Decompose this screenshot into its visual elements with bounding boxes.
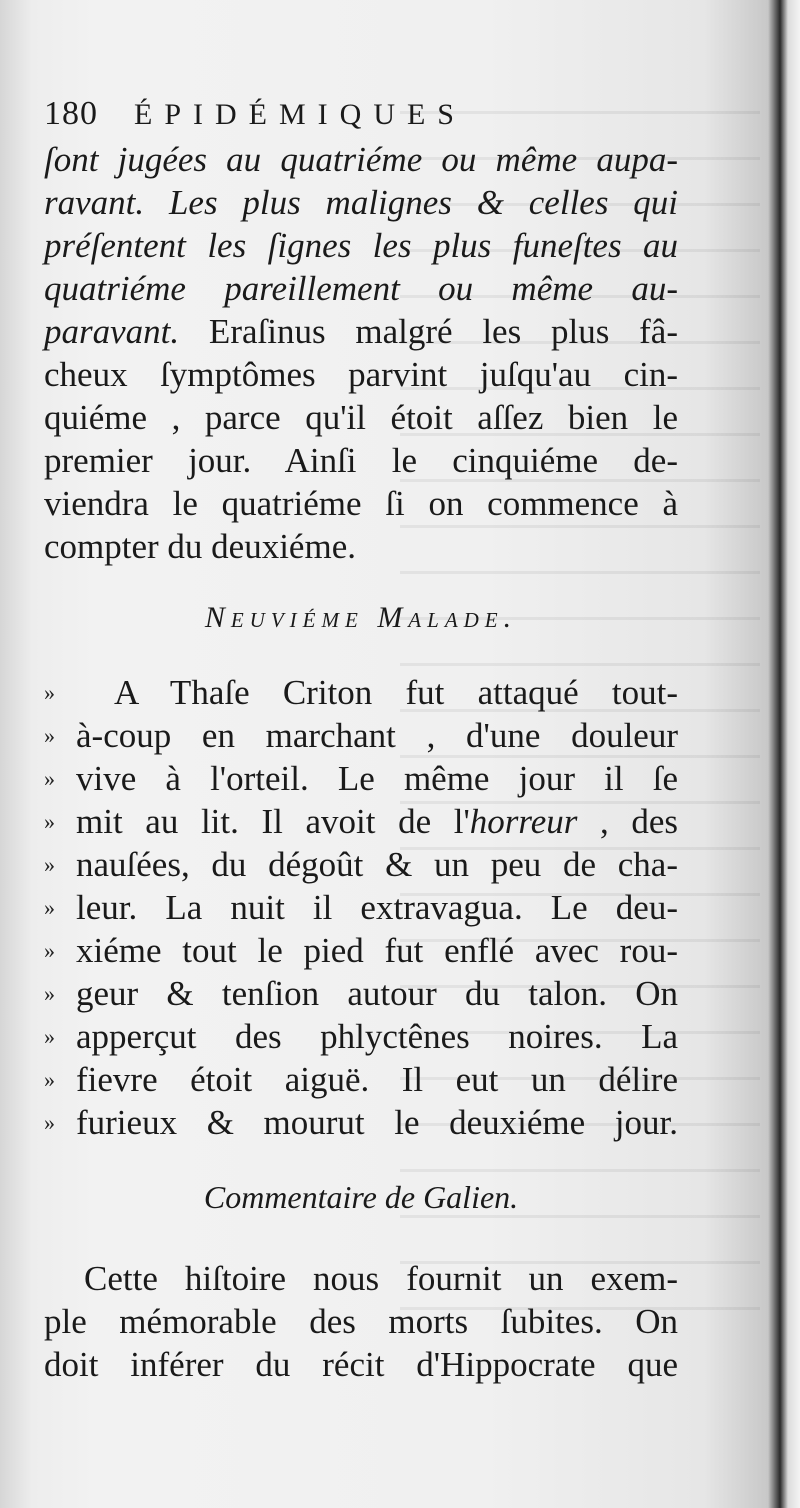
page-number: 180 — [44, 95, 98, 132]
roman-text: Eraſinus malgré les plus fâ- — [179, 312, 678, 351]
quote-line: » fievre étoit aiguë. Il eut un délire — [44, 1058, 678, 1101]
text-line: ſont jugées au quatriéme ou même aupa- — [44, 140, 678, 179]
text-line: quatriéme pareillement ou même au- — [44, 269, 678, 308]
text-line: ravant. Les plus malignes & celles qui — [44, 183, 678, 222]
quote-line: » à-coup en marchant , d'une douleur — [44, 714, 678, 757]
text-line: ple mémorable des morts ſubites. On — [44, 1302, 678, 1341]
quoted-case — [44, 671, 678, 1144]
quote-line: » vive à l'orteil. Le même jour il ſe — [44, 757, 678, 800]
paragraph-1 — [44, 138, 678, 568]
quote-line: » xiéme tout le pied fut enflé avec rou- — [44, 929, 678, 972]
quote-line: » nauſées, du dégoût & un peu de cha- — [44, 843, 678, 886]
text-line: Cette hiſtoire nous fournit un exem- — [84, 1259, 678, 1298]
roman-text: mit au lit. Il avoit de l' — [76, 802, 470, 841]
text-line: compter du deuxiéme. — [44, 527, 356, 566]
running-header — [44, 92, 678, 138]
section-title: Neuviéme Malade. — [204, 601, 518, 634]
quote-line: » geur & tenſion autour du talon. On — [44, 972, 678, 1015]
text-line: préſentent les ſignes les plus funeſtes au — [44, 226, 678, 265]
quote-line: » apperçut des phlyctênes noires. La — [44, 1015, 678, 1058]
text-line: viendra le quatriéme ſi on commence à — [44, 484, 678, 523]
italic-word: paravant. — [44, 312, 180, 351]
text-line: doit inférer du récit d'Hippocrate que — [44, 1345, 678, 1384]
running-title: ÉPIDÉMIQUES — [134, 98, 466, 131]
paragraph-2 — [44, 1257, 678, 1386]
commentary-title: Commentaire de Galien. — [203, 1179, 519, 1215]
text-line: premier jour. Ainſi le cinquiéme de- — [44, 441, 678, 480]
page-content — [44, 92, 678, 1386]
quote-line: » A Thaſe Criton fut attaqué tout- — [44, 671, 678, 714]
text-line — [44, 310, 678, 353]
roman-text: , des — [577, 802, 678, 841]
quote-line: » leur. La nuit il extravagua. Le deu- — [44, 886, 678, 929]
italic-word: horreur — [469, 802, 578, 841]
quote-line — [44, 800, 678, 843]
text-line: quiéme , parce qu'il étoit aſſez bien le — [44, 398, 678, 437]
text-line: cheux ſymptômes parvint juſqu'au cin- — [44, 355, 678, 394]
quote-line: » furieux & mourut le deuxiéme jour. — [44, 1101, 678, 1144]
